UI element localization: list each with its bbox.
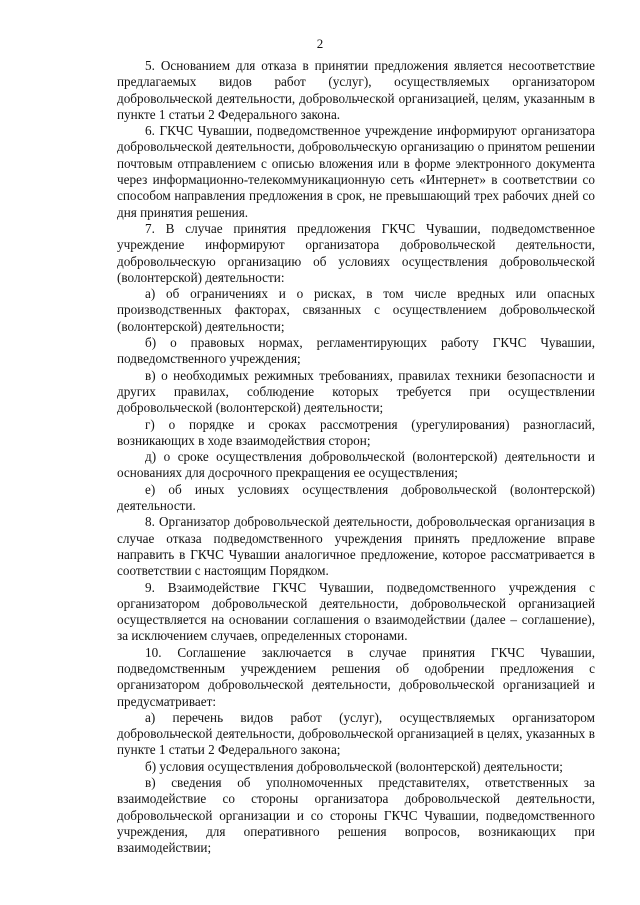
- list-item-10v: в) сведения об уполномоченных представителях, ответственных за взаимодействие со стороны организатора добровольческой деятельности, добровольческой организации и со стороны ГКЧС Чувашии, подведомственного учреждения, для оперативного решения вопросов, возникающих при взаимодействии;: [117, 775, 595, 856]
- list-item-10a: а) перечень видов работ (услуг), осуществляемых организатором добровольческой деятельности, добровольческой организацией в целях, указанных в пункте 1 статьи 2 Федерального закона;: [117, 709, 595, 758]
- paragraph-8: 8. Организатор добровольческой деятельности, добровольческая организация в случае отказа подведомственного учреждения принять предложение вправе направить в ГКЧС Чувашии аналогичное предложение, которое рассматривается в соответствии с настоящим Порядком.: [117, 514, 595, 579]
- list-item-7g: г) о порядке и сроках рассмотрения (урегулирования) разногласий, возникающих в ходе взаимодействия сторон;: [117, 416, 595, 448]
- paragraph-6: 6. ГКЧС Чувашии, подведомственное учреждение информируют организатора добровольческой деятельности, добровольческую организацию о принятом решении почтовым отправлением с описью вложения или в форме электронного документа через информационно-телекоммуникационную сеть «Интернет» в соответствии со способом направления предложения в срок, не превышающий трех рабочих дней со дня принятия решения.: [117, 123, 595, 220]
- list-item-7a: а) об ограничениях и о рисках, в том числе вредных или опасных производственных факторах, связанных с осуществлением добровольческой (волонтерской) деятельности;: [117, 286, 595, 334]
- paragraph-5: 5. Основанием для отказа в принятии предложения является несоответствие предлагаемых видов работ (услуг), осуществляемых организатором добровольческой деятельности, добровольческой организацией, целям, указанным в пункте 1 статьи 2 Федерального закона.: [117, 58, 595, 122]
- paragraph-7: 7. В случае принятия предложения ГКЧС Чувашии, подведомственное учреждение информируют организатора добровольческой деятельности, добровольческую организацию об условиях осуществления добровольческой (волонтерской) деятельности:: [117, 220, 595, 285]
- page-number: 2: [316, 36, 324, 51]
- list-item-7d: д) о сроке осуществления добровольческой (волонтерской) деятельности и основаниях для досрочного прекращения ее осуществления;: [117, 449, 595, 481]
- list-item-7v: в) о необходимых режимных требованиях, правилах техники безопасности и других правилах, соблюдение которых требуется при осуществлении добровольческой (волонтерской) деятельности;: [117, 367, 595, 416]
- list-item-7e: е) об иных условиях осуществления добровольческой (волонтерской) деятельности.: [117, 481, 595, 514]
- document-body: [117, 58, 595, 857]
- list-item-7b: б) о правовых нормах, регламентирующих работу ГКЧС Чувашии, подведомственного учреждения;: [117, 335, 595, 367]
- list-item-10b: б) условия осуществления добровольческой (волонтерской) деятельности;: [145, 758, 563, 774]
- paragraph-9: 9. Взаимодействие ГКЧС Чувашии, подведомственного учреждения с организатором добровольческой деятельности, добровольческой организацией осуществляется на основании соглашения о взаимодействии (далее – соглашение), за исключением случаев, определенных сторонами.: [117, 579, 595, 644]
- paragraph-10: 10. Соглашение заключается в случае принятия ГКЧС Чувашии, подведомственным учреждением решения об одобрении предложения с организатором добровольческой деятельности, добровольческой организацией и предусматривает:: [117, 644, 595, 709]
